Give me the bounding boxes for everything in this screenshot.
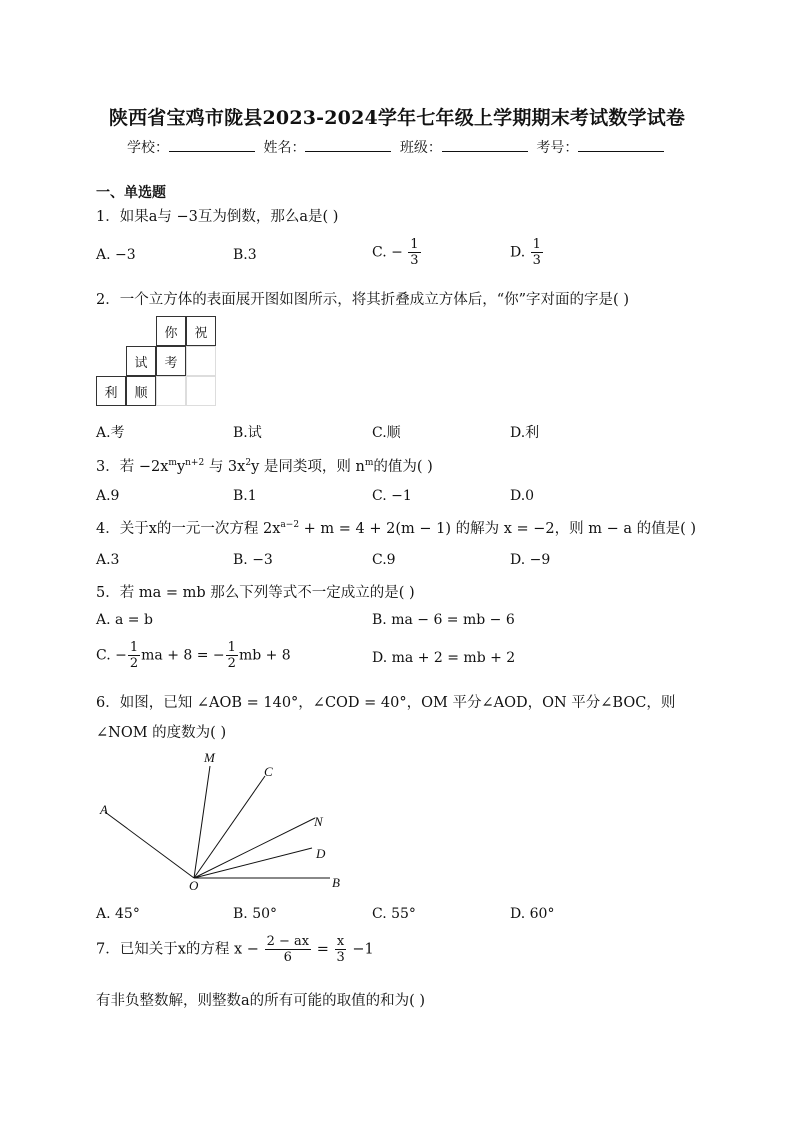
q6-stem-line1: 6．如图，已知 ∠AOB = 140°，∠COD = 40°，OM 平分∠AOD，ON 平分∠BOC，则 bbox=[96, 695, 676, 711]
id-field[interactable] bbox=[578, 139, 664, 152]
q4-part: 4．关于x的一元一次方程 2x bbox=[96, 521, 281, 537]
q1-stem: 1．如果a与 −3互为倒数，那么a是( ) bbox=[96, 209, 339, 225]
q5-c-part: ma + 8 = − bbox=[141, 647, 225, 664]
frac-num: 1 bbox=[410, 237, 419, 252]
q3-part: 3．若 −2x bbox=[96, 459, 169, 475]
q3-option-b: B.1 bbox=[233, 488, 257, 504]
q6-stem-line2: ∠NOM 的度数为( ) bbox=[96, 725, 227, 741]
q4-part: + m = 4 + 2(m − 1) 的解为 x = −2，则 m − a 的值是( ) bbox=[299, 521, 697, 537]
q3-option-a: A.9 bbox=[96, 488, 120, 504]
net-cell-shi: 试 bbox=[126, 346, 156, 376]
section-heading: 一、单选题 bbox=[96, 185, 166, 201]
q6-option-b: B. 50° bbox=[233, 906, 278, 922]
frac-den: 3 bbox=[532, 253, 541, 268]
q1-d-fraction bbox=[531, 238, 543, 267]
q3-part: y bbox=[176, 459, 186, 475]
net-ghost-cell bbox=[156, 376, 186, 406]
frac-num: 2 − ax bbox=[266, 934, 310, 949]
q7-part: −1 bbox=[352, 941, 374, 958]
label-d: D bbox=[316, 846, 326, 861]
q4-stem bbox=[96, 517, 696, 538]
label-o: O bbox=[189, 878, 199, 893]
net-cell-shun: 顺 bbox=[126, 376, 156, 406]
q6-option-d: D. 60° bbox=[510, 906, 555, 922]
q1-c-prefix: C. − bbox=[372, 244, 403, 261]
q1-option-a: A. −3 bbox=[96, 247, 136, 263]
q4-option-c: C.9 bbox=[372, 552, 396, 568]
q3-part: 与 3x bbox=[208, 459, 246, 475]
q6-option-c: C. 55° bbox=[372, 906, 416, 922]
q2-option-b: B.试 bbox=[233, 425, 262, 441]
q4-option-b: B. −3 bbox=[233, 552, 273, 568]
q7-part: = bbox=[316, 941, 329, 958]
q4-option-a: A.3 bbox=[96, 552, 120, 568]
info-line bbox=[127, 137, 668, 157]
q3-sup: 2 bbox=[245, 458, 252, 468]
q5-option-b: B. ma − 6 = mb − 6 bbox=[372, 612, 515, 628]
q2-option-a: A.考 bbox=[96, 425, 125, 441]
q7-frac bbox=[265, 935, 312, 964]
net-cell-ni: 你 bbox=[156, 316, 186, 346]
ray-on bbox=[194, 818, 315, 878]
frac-den: 2 bbox=[227, 656, 236, 671]
name-field[interactable] bbox=[305, 139, 391, 152]
q1-option-b: B.3 bbox=[233, 247, 257, 263]
class-field[interactable] bbox=[442, 139, 528, 152]
label-b: B bbox=[332, 875, 340, 890]
q3-option-c: C. −1 bbox=[372, 488, 412, 504]
name-label: 姓名： bbox=[263, 140, 306, 156]
q1-option-d bbox=[510, 238, 544, 267]
class-label: 班级： bbox=[399, 140, 442, 156]
frac-num: 1 bbox=[532, 237, 541, 252]
q3-part: 的值为( ) bbox=[373, 459, 433, 475]
net-ghost-cell bbox=[186, 376, 216, 406]
q2-option-d: D.利 bbox=[510, 425, 540, 441]
q5-option-c bbox=[96, 641, 291, 670]
q3-sup: m bbox=[168, 458, 177, 468]
frac-den: 3 bbox=[336, 950, 345, 965]
q4-option-d: D. −9 bbox=[510, 552, 551, 568]
school-label: 学校： bbox=[127, 140, 169, 156]
q5-c-part: mb + 8 bbox=[238, 647, 291, 664]
net-cell-li: 利 bbox=[96, 376, 126, 406]
frac-den: 3 bbox=[410, 253, 419, 268]
school-field[interactable] bbox=[169, 139, 255, 152]
q6-option-a: A. 45° bbox=[96, 906, 140, 922]
q3-sup: n+2 bbox=[185, 458, 205, 468]
q3-option-d: D.0 bbox=[510, 488, 535, 504]
q5-option-a: A. a = b bbox=[96, 612, 153, 628]
q1-d-prefix: D. bbox=[510, 244, 526, 261]
q5-option-d: D. ma + 2 = mb + 2 bbox=[372, 650, 516, 666]
q7-stem-line2: 有非负整数解，则整数a的所有可能的取值的和为( ) bbox=[96, 993, 426, 1009]
label-n: N bbox=[314, 814, 323, 829]
q3-stem bbox=[96, 455, 433, 476]
label-a: A bbox=[100, 802, 108, 817]
q1-option-c bbox=[372, 238, 422, 267]
angle-figure bbox=[90, 748, 360, 896]
frac-num: 1 bbox=[227, 640, 236, 655]
q3-sup: m bbox=[364, 458, 374, 468]
q5-c-frac bbox=[128, 641, 140, 670]
exam-title: 陕西省宝鸡市陇县2023-2024学年七年级上学期期末考试数学试卷 bbox=[108, 107, 686, 129]
frac-num: 1 bbox=[129, 640, 139, 655]
label-c: C bbox=[264, 764, 273, 779]
ray-oa bbox=[105, 812, 194, 878]
frac-den: 6 bbox=[283, 950, 292, 965]
cube-net-figure bbox=[96, 316, 220, 410]
frac-num: x bbox=[336, 934, 345, 949]
net-cell-zhu: 祝 bbox=[186, 316, 216, 346]
q2-stem: 2．一个立方体的表面展开图如图所示，将其折叠成立方体后，“你”字对面的字是( ) bbox=[96, 292, 629, 308]
q7-frac bbox=[334, 935, 346, 964]
q3-part: y 是同类项，则 n bbox=[251, 459, 365, 475]
net-ghost-cell bbox=[186, 346, 216, 376]
q2-option-c: C.顺 bbox=[372, 425, 401, 441]
q7-stem bbox=[96, 935, 374, 964]
q5-c-part: C. − bbox=[96, 647, 127, 664]
ray-om bbox=[194, 766, 210, 878]
q1-c-fraction bbox=[408, 238, 420, 267]
label-m: M bbox=[204, 750, 215, 765]
frac-den: 2 bbox=[129, 656, 139, 671]
q5-stem: 5．若 ma = mb 那么下列等式不一定成立的是( ) bbox=[96, 585, 415, 601]
id-label: 考号： bbox=[536, 140, 579, 156]
q4-sup: a−2 bbox=[280, 520, 300, 530]
q7-part: 7．已知关于x的方程 x − bbox=[96, 941, 259, 958]
net-cell-kao: 考 bbox=[156, 346, 186, 376]
q5-c-frac bbox=[226, 641, 238, 670]
